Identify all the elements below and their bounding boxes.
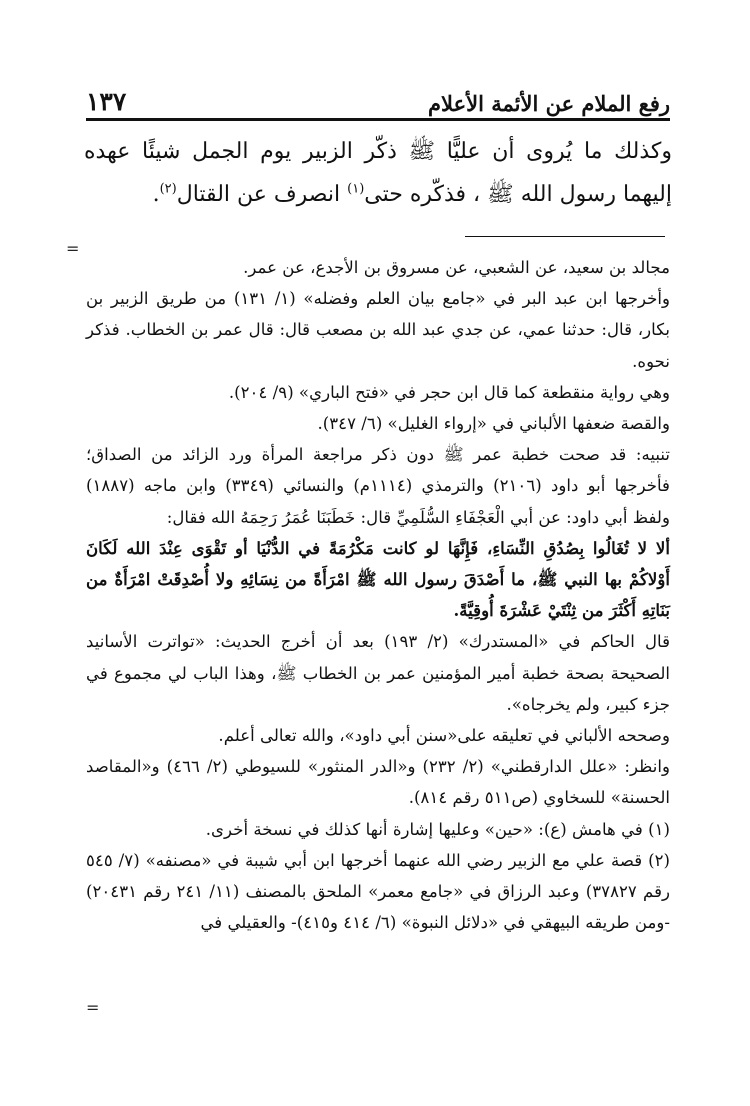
footnote-line: والقصة ضعفها الألباني في «إرواء الغليل» (٦/ ٣٤٧).	[317, 414, 670, 434]
continuation-mark-top: =	[66, 239, 80, 258]
header-rule	[86, 118, 670, 121]
page-number: ١٣٧	[86, 87, 127, 116]
continuation-mark-bottom: =	[86, 998, 100, 1017]
footnote-1: (١) في هامش (ع): «حين» وعليها إشارة أنها كذلك في نسخة أخرى.	[205, 819, 670, 839]
footnote-ref-1: (١)	[347, 181, 365, 197]
main-text	[84, 130, 672, 216]
footnote-separator	[465, 236, 665, 237]
page-header	[86, 78, 670, 116]
main-paragraph-part1: وكذلك ما يُروى أن عليًّا ﷺ ذكّر الزبير يوم الجمل شيئًا عهده إليهما رسول الله ﷺ ، فذكّره حتى	[84, 139, 672, 207]
main-paragraph	[84, 130, 672, 216]
footnote-2: (٢) قصة علي مع الزبير رضي الله عنهما أخرجها ابن أبي شيبة في «مصنفه» (٧/ ٥٤٥ رقم ٣٧٨٢٧) وعبد الرزاق في «جامع معمر» الملحق بالمصنف (١١/ ٢٤١ رقم ٢٠٤٣١) -ومن طريقه البيهقي في «دلائل النبوة» (٦/ ٤١٤ و٤١٥)- والعقيلي في	[86, 850, 671, 933]
running-title: رفع الملام عن الأئمة الأعلام	[428, 91, 670, 116]
footnote-line: وصححه الألباني في تعليقه على«سنن أبي داود»، والله تعالى أعلم.	[218, 726, 670, 746]
footnotes	[86, 252, 670, 938]
footnote-line: وهي رواية منقطعة كما قال ابن حجر في «فتح الباري» (٩/ ٢٠٤).	[228, 382, 670, 402]
footnote-line: قال الحاكم في «المستدرك» (٢/ ١٩٣) بعد أن أخرج الحديث: «تواترت الأسانيد الصحيحة بصحة خطبة أمير المؤمنين عمر بن الخطاب ﷺ، وهذا الباب لي مجموع في جزء كبير، ولم يخرجاه».	[86, 632, 670, 714]
footnote-line: وانظر: «علل الدارقطني» (٢/ ٢٣٢) و«الدر المنثور» للسيوطي (٢/ ٤٦٦) و«المقاصد الحسنة» للسخاوي (ص٥١١ رقم ٨١٤).	[86, 757, 670, 808]
footnote-line: مجالد بن سعيد، عن الشعبي، عن مسروق بن الأجدع، عن عمر.	[243, 258, 670, 277]
main-paragraph-part2: انصرف عن القتال	[176, 182, 348, 207]
footnote-ref-2: (٢)	[159, 181, 177, 197]
footnote-line: تنبيه: قد صحت خطبة عمر ﷺ دون ذكر مراجعة المرأة ورد الزائد من الصداق؛ فأخرجها أبو داود (٢١٠٦) والترمذي (١١١٤م) والنسائي (٣٣٤٩) وابن ماجه (١٨٨٧) ولفظ أبي داود: عن أبي الْعَجْفَاءِ السُّلَمِيِّ قال: خَطَبَنَا عُمَرُ رَحِمَهُ الله فقال:	[86, 445, 670, 527]
footnote-line: وأخرجها ابن عبد البر في «جامع بيان العلم وفضله» (١/ ١٣١) من طريق الزبير بن بكار، قال: حدثنا عمي، عن جدي عبد الله بن مصعب قال: قال عمر بن الخطاب. فذكر نحوه.	[86, 289, 670, 371]
hadith-quote: ألا لا تُغَالُوا بِصُدُقِ النِّسَاءِ، فَإِنَّهَا لو كانت مَكْرُمَةً في الدُّنْيَا أو تَقْوَى عِنْدَ الله لَكَانَ أَوْلاكُمْ بها النبي ﷺ، ما أَصْدَقَ رسول الله ﷺ امْرَأَةً من نِسَائِهِ ولا أُصْدِقَتْ امْرَأَةٌ من بَنَاتِهِ أَكْثَرَ من ثِنْتَيْ عَشْرَةَ أُوقِيَّةً.	[86, 537, 670, 621]
main-paragraph-end: .	[152, 182, 160, 207]
